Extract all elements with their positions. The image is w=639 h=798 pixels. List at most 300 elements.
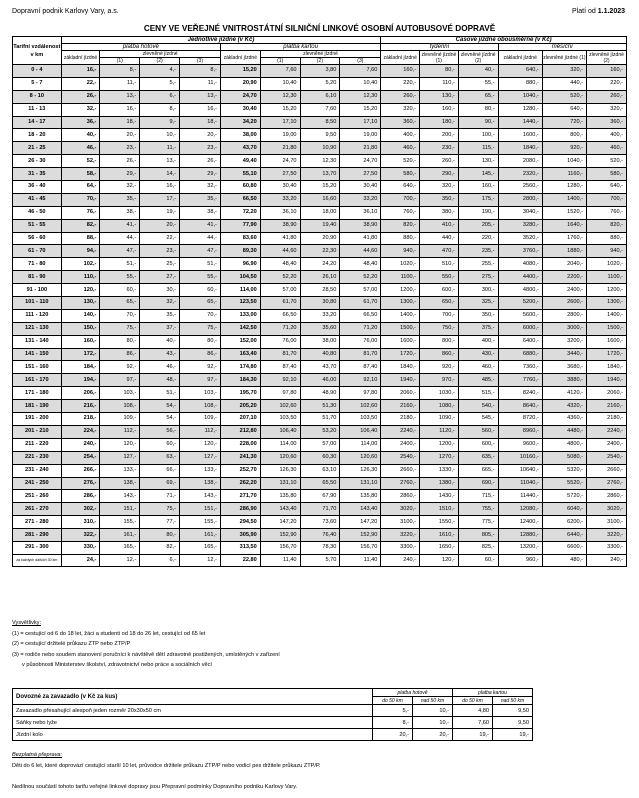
fare-cell: 147,20 bbox=[340, 516, 381, 529]
fare-cell: 7360,- bbox=[498, 361, 542, 374]
fare-cell: 15,20 bbox=[300, 181, 340, 194]
fare-cell: 6000,- bbox=[498, 322, 542, 335]
zone-cell: 181 - 190 bbox=[13, 400, 62, 413]
fare-cell: 30,40 bbox=[260, 181, 300, 194]
fare-cell: 520,- bbox=[587, 155, 627, 168]
fare-cell: 20,90 bbox=[300, 232, 340, 245]
fare-cell: 92,10 bbox=[260, 374, 300, 387]
weekly-reduced2-header: zlevněné jízdné (2) bbox=[458, 51, 498, 65]
fare-cell: 163,40 bbox=[220, 348, 260, 361]
fare-cell: 9600,- bbox=[498, 438, 542, 451]
fare-cell: 18,00 bbox=[300, 206, 340, 219]
fare-cell: 11,40 bbox=[340, 554, 381, 566]
fare-cell: 19,00 bbox=[260, 129, 300, 142]
valid-from-label: Platí od bbox=[572, 8, 596, 15]
monthly-reduced2-header: zlevněné jízdné (2) bbox=[587, 51, 627, 65]
table-row bbox=[13, 361, 627, 374]
table-row bbox=[13, 490, 627, 503]
fare-cell: 1500,- bbox=[381, 322, 420, 335]
fare-cell: 5600,- bbox=[498, 309, 542, 322]
fare-cell: 17,10 bbox=[340, 116, 381, 129]
card-red1-header: (1) bbox=[260, 58, 300, 65]
fare-cell: 63,- bbox=[140, 451, 180, 464]
explanation-1: (1) = cestující od 6 do 18 let, žáci a studenti od 18 do 26 let, cestující od 65 let bbox=[12, 630, 206, 637]
period-fare-header: Časové jízdné obousměrné (v Kč) bbox=[381, 37, 627, 44]
fare-cell: 224,- bbox=[61, 425, 100, 438]
fare-cell: 6880,- bbox=[498, 348, 542, 361]
fare-cell: 5320,- bbox=[542, 464, 586, 477]
fare-cell: 70,- bbox=[180, 309, 221, 322]
table-row bbox=[13, 348, 627, 361]
fare-cell: 1120,- bbox=[420, 425, 459, 438]
fare-cell: 720,- bbox=[542, 116, 586, 129]
fare-cell: 2660,- bbox=[587, 464, 627, 477]
fare-cell: 76,00 bbox=[340, 335, 381, 348]
fare-cell: 194,- bbox=[61, 374, 100, 387]
fare-cell: 13200,- bbox=[498, 541, 542, 554]
fare-cell: 7,60 bbox=[340, 65, 381, 78]
fare-cell: 5,70 bbox=[300, 554, 340, 566]
cash-reduced-header: zlevněné jízdné bbox=[100, 51, 221, 58]
fare-cell: 174,80 bbox=[220, 361, 260, 374]
fare-cell: 12,30 bbox=[260, 90, 300, 103]
table-row bbox=[13, 541, 627, 554]
fare-cell: 127,- bbox=[100, 451, 140, 464]
table-row bbox=[13, 245, 627, 258]
fare-cell: 375,- bbox=[458, 322, 498, 335]
fare-cell: 1020,- bbox=[587, 258, 627, 271]
fare-cell: 63,10 bbox=[300, 464, 340, 477]
fare-cell: 108,- bbox=[100, 400, 140, 413]
free-transport-title: Bezplatná přeprava: bbox=[12, 752, 63, 758]
fare-cell: 360,- bbox=[381, 116, 420, 129]
fare-cell: 255,- bbox=[458, 258, 498, 271]
fare-cell: 18,- bbox=[100, 116, 140, 129]
fare-cell: 240,- bbox=[587, 554, 627, 566]
table-row bbox=[13, 374, 627, 387]
fare-cell: 48,90 bbox=[300, 387, 340, 400]
fare-cell: 76,40 bbox=[300, 529, 340, 542]
fare-cell: 330,- bbox=[61, 541, 100, 554]
fare-cell: 97,80 bbox=[340, 387, 381, 400]
table-row bbox=[13, 413, 627, 426]
fare-cell: 152,90 bbox=[340, 529, 381, 542]
fare-cell: 12,- bbox=[180, 554, 221, 566]
fare-cell: 92,- bbox=[180, 361, 221, 374]
zone-cell: 261 - 270 bbox=[13, 503, 62, 516]
fare-cell: 80,- bbox=[420, 65, 459, 78]
zone-cell: 71 - 80 bbox=[13, 258, 62, 271]
fare-cell: 580,- bbox=[587, 168, 627, 181]
table-row bbox=[13, 529, 627, 542]
fare-cell: 110,- bbox=[420, 77, 459, 90]
fare-cell: 24,20 bbox=[300, 258, 340, 271]
zone-cell: 51 - 55 bbox=[13, 219, 62, 232]
fare-cell: 520,- bbox=[381, 155, 420, 168]
fare-cell: 52,20 bbox=[340, 271, 381, 284]
fare-cell: 71,- bbox=[140, 490, 180, 503]
fare-cell: 1400,- bbox=[587, 309, 627, 322]
fare-cell: 21,80 bbox=[260, 142, 300, 155]
fare-cell: 138,- bbox=[100, 477, 140, 490]
fare-cell: 11,- bbox=[100, 77, 140, 90]
fare-cell: 46,- bbox=[140, 361, 180, 374]
fare-cell: 3880,- bbox=[542, 374, 586, 387]
fare-cell: 88,- bbox=[61, 232, 100, 245]
fare-cell: 5200,- bbox=[498, 297, 542, 310]
fare-cell: 260,- bbox=[587, 90, 627, 103]
fare-cell: 35,60 bbox=[300, 322, 340, 335]
weekly-basic-header: základní jízdné bbox=[381, 51, 420, 65]
fare-table-body bbox=[13, 65, 627, 567]
fare-cell: 2860,- bbox=[381, 490, 420, 503]
weekly-header: týdenní bbox=[381, 44, 498, 51]
fare-cell: 48,40 bbox=[340, 258, 381, 271]
fare-cell: 155,- bbox=[100, 516, 140, 529]
fare-cell: 2540,- bbox=[381, 451, 420, 464]
fare-cell: 1510,- bbox=[420, 503, 459, 516]
zone-cell: 61 - 70 bbox=[13, 245, 62, 258]
luggage-price: 19,- bbox=[453, 729, 493, 741]
luggage-item: Jízdní kolo bbox=[13, 729, 373, 741]
fare-cell: 15,20 bbox=[340, 103, 381, 116]
fare-cell: 69,- bbox=[140, 477, 180, 490]
fare-cell: 1600,- bbox=[498, 129, 542, 142]
fare-cell: 3680,- bbox=[542, 361, 586, 374]
fare-cell: 4360,- bbox=[542, 413, 586, 426]
fare-cell: 230,- bbox=[420, 142, 459, 155]
fare-cell: 206,- bbox=[61, 387, 100, 400]
fare-cell: 228,00 bbox=[220, 438, 260, 451]
fare-cell: 430,- bbox=[458, 348, 498, 361]
zone-cell: 26 - 30 bbox=[13, 155, 62, 168]
fare-cell: 130,- bbox=[61, 297, 100, 310]
fare-cell: 294,50 bbox=[220, 516, 260, 529]
fare-cell: 80,- bbox=[458, 103, 498, 116]
fare-cell: 24,70 bbox=[260, 155, 300, 168]
fare-cell: 26,10 bbox=[300, 271, 340, 284]
fare-cell: 60,- bbox=[140, 438, 180, 451]
fare-cell: 240,- bbox=[381, 554, 420, 566]
fare-cell: 1300,- bbox=[381, 297, 420, 310]
fare-cell: 460,- bbox=[381, 142, 420, 155]
fare-cell: 20,- bbox=[140, 219, 180, 232]
fare-cell: 2320,- bbox=[498, 168, 542, 181]
fare-cell: 12,30 bbox=[340, 90, 381, 103]
cash-red1-header: (1) bbox=[100, 58, 140, 65]
fare-cell: 1090,- bbox=[420, 413, 459, 426]
luggage-price: 9,50 bbox=[493, 705, 533, 717]
fare-cell: 8720,- bbox=[498, 413, 542, 426]
fare-cell: 800,- bbox=[420, 335, 459, 348]
fare-cell: 2760,- bbox=[587, 477, 627, 490]
fare-cell: 155,- bbox=[180, 516, 221, 529]
fare-cell: 23,- bbox=[140, 245, 180, 258]
fare-cell: 207,10 bbox=[220, 413, 260, 426]
fare-cell: 2240,- bbox=[381, 425, 420, 438]
fare-cell: 114,00 bbox=[340, 438, 381, 451]
fare-cell: 152,00 bbox=[220, 335, 260, 348]
fare-cell: 400,- bbox=[458, 335, 498, 348]
fare-cell: 13,70 bbox=[300, 168, 340, 181]
luggage-cash-to50: do 50 km bbox=[373, 697, 413, 705]
fare-cell: 218,- bbox=[61, 413, 100, 426]
fare-cell: 150,- bbox=[61, 322, 100, 335]
fare-cell: 805,- bbox=[458, 529, 498, 542]
footer-note: Nedílnou součástí tohoto tarifu veřejné linkové dopravy jsou Přepravní podmínky Dopravního podniku Karlovy Vary. bbox=[12, 784, 298, 790]
fare-cell: 320,- bbox=[542, 65, 586, 78]
fare-cell: 600,- bbox=[420, 284, 459, 297]
fare-cell: 30,40 bbox=[340, 181, 381, 194]
table-row bbox=[13, 142, 627, 155]
fare-cell: 77,90 bbox=[220, 219, 260, 232]
card-basic-header: základní jízdné bbox=[220, 51, 260, 65]
luggage-card-over50: nad 50 km bbox=[493, 697, 533, 705]
fare-cell: 1160,- bbox=[542, 168, 586, 181]
fare-cell: 11040,- bbox=[498, 477, 542, 490]
fare-cell: 77,- bbox=[140, 516, 180, 529]
fare-cell: 5,20 bbox=[300, 77, 340, 90]
fare-cell: 3280,- bbox=[498, 219, 542, 232]
fare-cell: 220,- bbox=[381, 77, 420, 90]
fare-cell: 1040,- bbox=[542, 155, 586, 168]
zone-cell: 11 - 13 bbox=[13, 103, 62, 116]
fare-cell: 161,- bbox=[180, 529, 221, 542]
fare-cell: 1270,- bbox=[420, 451, 459, 464]
fare-cell: 6200,- bbox=[542, 516, 586, 529]
fare-cell: 35,- bbox=[140, 309, 180, 322]
fare-cell: 2200,- bbox=[542, 271, 586, 284]
explanation-3: (3) = rodiče nebo soudem stanovení poručníci k návštěvě dětí zdravotně postižených, umístěných v zařízení bbox=[12, 651, 280, 658]
zone-cell: 36 - 40 bbox=[13, 181, 62, 194]
luggage-price: 4,80 bbox=[453, 705, 493, 717]
zone-cell: 201 - 210 bbox=[13, 425, 62, 438]
fare-cell: 254,- bbox=[61, 451, 100, 464]
fare-cell: 27,- bbox=[140, 271, 180, 284]
fare-cell: 825,- bbox=[458, 541, 498, 554]
fare-cell: 16,60 bbox=[300, 193, 340, 206]
fare-cell: 2540,- bbox=[587, 451, 627, 464]
fare-cell: 8960,- bbox=[498, 425, 542, 438]
fare-cell: 400,- bbox=[381, 129, 420, 142]
fare-cell: 920,- bbox=[542, 142, 586, 155]
table-row bbox=[13, 438, 627, 451]
fare-cell: 126,30 bbox=[340, 464, 381, 477]
fare-cell: 1600,- bbox=[587, 335, 627, 348]
zone-cell: 291 - 300 bbox=[13, 541, 62, 554]
fare-cell: 755,- bbox=[458, 503, 498, 516]
free-transport bbox=[12, 750, 321, 771]
luggage-item: Sáňky nebo lyže bbox=[13, 717, 373, 729]
fare-cell: 57,00 bbox=[260, 284, 300, 297]
fare-cell: 3,80 bbox=[300, 65, 340, 78]
fare-cell: 160,- bbox=[420, 103, 459, 116]
fare-cell: 20,- bbox=[100, 129, 140, 142]
fare-cell: 72,20 bbox=[220, 206, 260, 219]
fare-cell: 51,70 bbox=[300, 413, 340, 426]
table-row bbox=[13, 284, 627, 297]
fare-cell: 940,- bbox=[381, 245, 420, 258]
fare-cell: 16,- bbox=[61, 65, 100, 78]
fare-cell: 27,50 bbox=[340, 168, 381, 181]
fare-cell: 260,- bbox=[381, 90, 420, 103]
fare-cell: 40,- bbox=[61, 129, 100, 142]
fare-cell: 11,- bbox=[140, 142, 180, 155]
fare-cell: 271,70 bbox=[220, 490, 260, 503]
fare-cell: 130,- bbox=[458, 155, 498, 168]
fare-cell: 760,- bbox=[587, 206, 627, 219]
fare-cell: 200,- bbox=[420, 129, 459, 142]
fare-cell: 262,20 bbox=[220, 477, 260, 490]
fare-cell: 6,10 bbox=[300, 90, 340, 103]
table-row bbox=[13, 206, 627, 219]
fare-cell: 216,- bbox=[61, 400, 100, 413]
cash-red3-header: (3) bbox=[180, 58, 221, 65]
fare-cell: 126,30 bbox=[260, 464, 300, 477]
fare-cell: 12080,- bbox=[498, 503, 542, 516]
fare-cell: 8,50 bbox=[300, 116, 340, 129]
fare-cell: 4120,- bbox=[542, 387, 586, 400]
luggage-card-to50: do 50 km bbox=[453, 697, 493, 705]
fare-cell: 276,- bbox=[61, 477, 100, 490]
fare-cell: 290,- bbox=[420, 168, 459, 181]
fare-cell: 325,- bbox=[458, 297, 498, 310]
fare-cell: 1640,- bbox=[542, 219, 586, 232]
fare-cell: 145,- bbox=[458, 168, 498, 181]
fare-cell: 520,- bbox=[542, 90, 586, 103]
fare-cell: 10160,- bbox=[498, 451, 542, 464]
fare-cell: 2400,- bbox=[587, 438, 627, 451]
fare-cell: 1280,- bbox=[498, 103, 542, 116]
fare-cell: 190,- bbox=[458, 206, 498, 219]
fare-cell: 1300,- bbox=[587, 297, 627, 310]
fare-cell: 1030,- bbox=[420, 387, 459, 400]
fare-cell: 81,70 bbox=[340, 348, 381, 361]
fare-cell: 3300,- bbox=[381, 541, 420, 554]
fare-cell: 5520,- bbox=[542, 477, 586, 490]
fare-cell: 127,- bbox=[180, 451, 221, 464]
fare-cell: 58,- bbox=[61, 168, 100, 181]
fare-cell: 71,20 bbox=[260, 322, 300, 335]
fare-cell: 175,- bbox=[458, 193, 498, 206]
fare-cell: 55,- bbox=[458, 77, 498, 90]
fare-cell: 172,- bbox=[61, 348, 100, 361]
fare-cell: 1550,- bbox=[420, 516, 459, 529]
fare-cell: 4800,- bbox=[498, 284, 542, 297]
fare-cell: 44,60 bbox=[340, 245, 381, 258]
luggage-table bbox=[12, 688, 533, 741]
fare-cell: 38,- bbox=[100, 206, 140, 219]
fare-cell: 81,70 bbox=[260, 348, 300, 361]
fare-cell: 80,- bbox=[100, 335, 140, 348]
fare-cell: 65,- bbox=[100, 297, 140, 310]
fare-cell: 1200,- bbox=[587, 284, 627, 297]
fare-cell: 76,- bbox=[61, 206, 100, 219]
table-row bbox=[13, 271, 627, 284]
fare-cell: 114,00 bbox=[220, 284, 260, 297]
fare-cell: 41,- bbox=[100, 219, 140, 232]
fare-cell: 820,- bbox=[587, 219, 627, 232]
fare-cell: 54,- bbox=[140, 413, 180, 426]
fare-cell: 165,- bbox=[100, 541, 140, 554]
fare-cell: 23,- bbox=[180, 142, 221, 155]
fare-cell: 38,- bbox=[180, 206, 221, 219]
fare-cell: 3000,- bbox=[542, 322, 586, 335]
fare-cell: 184,30 bbox=[220, 374, 260, 387]
fare-cell: 108,- bbox=[180, 400, 221, 413]
fare-cell: 92,10 bbox=[340, 374, 381, 387]
fare-cell: 26,- bbox=[100, 155, 140, 168]
monthly-reduced1-header: zlevněné jízdné (1) bbox=[542, 51, 586, 65]
fare-cell: 89,30 bbox=[220, 245, 260, 258]
fare-cell: 35,- bbox=[100, 193, 140, 206]
fare-cell: 13,- bbox=[100, 90, 140, 103]
explanation-3-cont: v působnosti Ministerstev školství, zdravotnictví nebo práce a sociálních věcí bbox=[22, 662, 212, 669]
fare-cell: 235,- bbox=[458, 245, 498, 258]
zone-cell: 21 - 25 bbox=[13, 142, 62, 155]
fare-cell: 3040,- bbox=[498, 206, 542, 219]
fare-cell: 67,90 bbox=[300, 490, 340, 503]
fare-cell: 115,- bbox=[458, 142, 498, 155]
fare-cell: 55,10 bbox=[220, 168, 260, 181]
fare-cell: 97,- bbox=[100, 374, 140, 387]
fare-cell: 41,- bbox=[180, 219, 221, 232]
fare-cell: 135,80 bbox=[340, 490, 381, 503]
fare-cell: 550,- bbox=[420, 271, 459, 284]
luggage-title: Dovozné za zavazadlo (v Kč za kus) bbox=[13, 689, 373, 705]
fare-cell: 106,40 bbox=[340, 425, 381, 438]
fare-cell: 65,- bbox=[458, 90, 498, 103]
fare-cell: 57,00 bbox=[340, 284, 381, 297]
table-row bbox=[13, 219, 627, 232]
fare-cell: 55,- bbox=[100, 271, 140, 284]
zone-cell: za každých dalších 30 km bbox=[13, 554, 62, 566]
fare-cell: 140,- bbox=[61, 309, 100, 322]
fare-cell: 102,60 bbox=[340, 400, 381, 413]
table-row bbox=[13, 554, 627, 566]
fare-cell: 66,50 bbox=[260, 309, 300, 322]
fare-cell: 5,- bbox=[140, 77, 180, 90]
fare-cell: 1940,- bbox=[587, 374, 627, 387]
fare-cell: 156,70 bbox=[340, 541, 381, 554]
fare-cell: 1760,- bbox=[542, 232, 586, 245]
fare-cell: 75,- bbox=[180, 322, 221, 335]
zone-cell: 191 - 200 bbox=[13, 413, 62, 426]
fare-cell: 560,- bbox=[458, 425, 498, 438]
table-row bbox=[13, 477, 627, 490]
fare-cell: 120,60 bbox=[260, 451, 300, 464]
fare-cell: 55,- bbox=[180, 271, 221, 284]
fare-cell: 3220,- bbox=[381, 529, 420, 542]
fare-cell: 130,- bbox=[420, 90, 459, 103]
fare-cell: 1430,- bbox=[420, 490, 459, 503]
fare-cell: 640,- bbox=[542, 103, 586, 116]
zone-cell: 56 - 60 bbox=[13, 232, 62, 245]
fare-cell: 53,20 bbox=[300, 425, 340, 438]
fare-cell: 65,50 bbox=[300, 477, 340, 490]
fare-cell: 19,- bbox=[140, 206, 180, 219]
table-row bbox=[13, 193, 627, 206]
fare-cell: 51,- bbox=[180, 258, 221, 271]
fare-cell: 2060,- bbox=[381, 387, 420, 400]
fare-cell: 44,60 bbox=[260, 245, 300, 258]
fare-cell: 2180,- bbox=[587, 413, 627, 426]
fare-cell: 120,60 bbox=[340, 451, 381, 464]
fare-cell: 4080,- bbox=[498, 258, 542, 271]
fare-cell: 38,90 bbox=[260, 219, 300, 232]
fare-cell: 880,- bbox=[498, 77, 542, 90]
luggage-price: 10,- bbox=[413, 705, 453, 717]
